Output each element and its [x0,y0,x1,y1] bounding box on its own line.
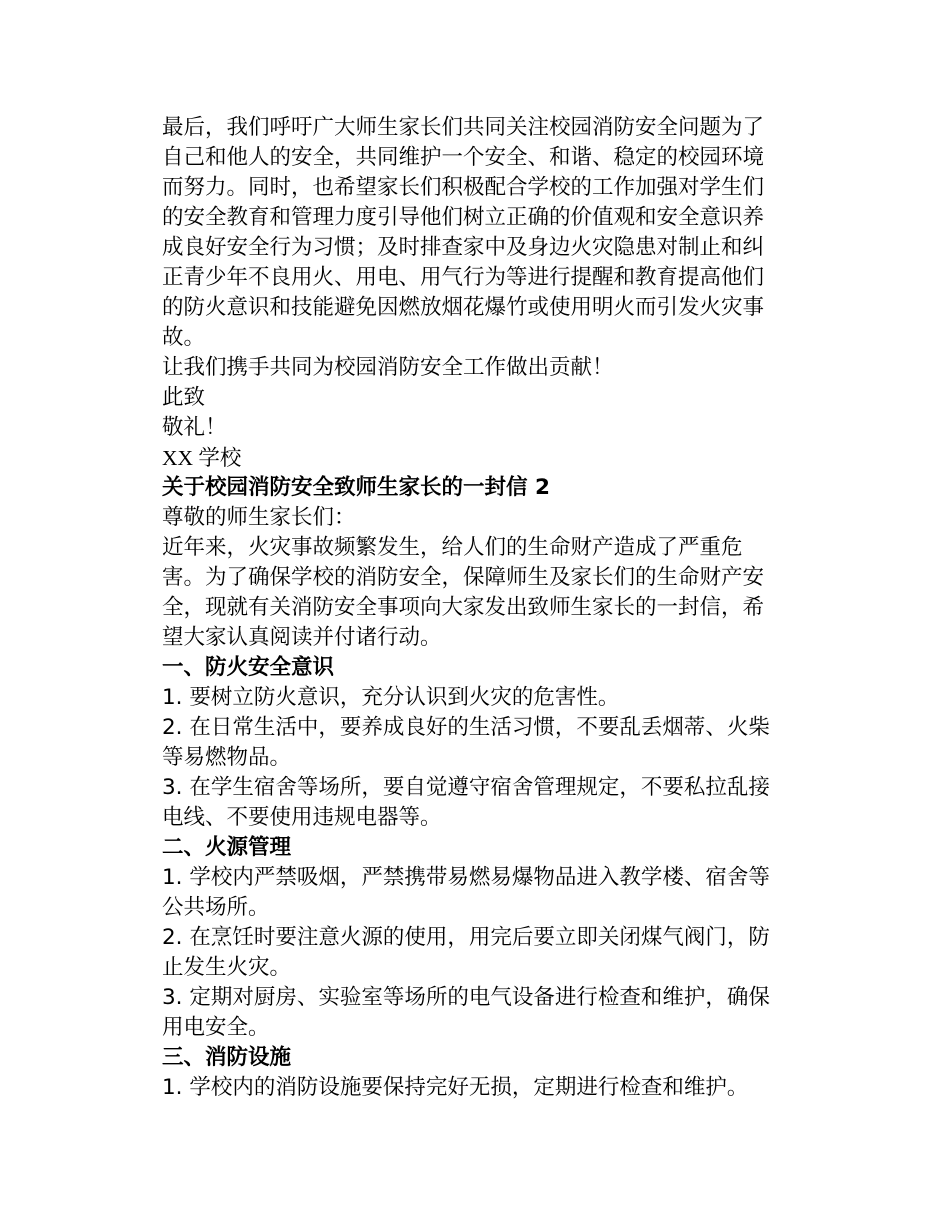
letter-title: 关于校园消防安全致师生家长的一封信 2 [162,475,550,500]
call-to-action-paragraph: 让我们携手共同为校园消防安全工作做出贡献！ [162,355,614,380]
list-item: 1. 学校内的消防设施要保持完好无损，定期进行检查和维护。 [162,1075,749,1100]
closing-appeal-paragraph: 最后，我们呼吁广大师生家长们共同关注校园消防安全问题为了自己和他人的安全，共同维护一个安全、和谐、稳定的校园环境而努力。同时，也希望家长们积极配合学校的工作加强对学生们的安全教育和管理力度引导他们树立正确的价值观和安全意识养成良好安全行为习惯；及时排查家中及身边火灾隐患对制止和纠正青少年不良用火、用电、用气行为等进行提醒和教育提高他们的防火意识和技能避免因燃放烟花爆竹或使用明火而引发火灾事故。 [162,115,765,350]
list-item: 1. 学校内严禁吸烟，严禁携带易燃易爆物品进入教学楼、宿舍等公共场所。 [162,865,770,920]
document-page [162,113,774,1103]
salutation-jingli: 敬礼！ [162,415,227,440]
list-item: 3. 定期对厨房、实验室等场所的电气设备进行检查和维护，确保用电安全。 [162,985,770,1040]
greeting-line: 尊敬的师生家长们： [162,505,356,530]
salutation-cizhi: 此致 [162,385,206,410]
list-item: 1. 要树立防火意识，充分认识到火灾的危害性。 [162,685,620,710]
section-heading-fire-facilities: 三、消防设施 [162,1045,292,1070]
section-heading-fire-awareness: 一、防火安全意识 [162,655,335,680]
section-heading-fire-source: 二、火源管理 [162,835,292,860]
list-item: 3. 在学生宿舍等场所，要自觉遵守宿舍管理规定，不要私拉乱接电线、不要使用违规电器等。 [162,775,770,830]
signature-school: XX 学校 [162,446,242,470]
intro-paragraph: 近年来，火灾事故频繁发生，给人们的生命财产造成了严重危害。为了确保学校的消防安全，保障师生及家长们的生命财产安全，现就有关消防安全事项向大家发出致师生家长的一封信，希望大家认真阅读并付诸行动。 [162,535,765,650]
list-item: 2. 在日常生活中，要养成良好的生活习惯，不要乱丢烟蒂、火柴等易燃物品。 [162,715,770,770]
list-item: 2. 在烹饪时要注意火源的使用，用完后要立即关闭煤气阀门，防止发生火灾。 [162,925,770,980]
